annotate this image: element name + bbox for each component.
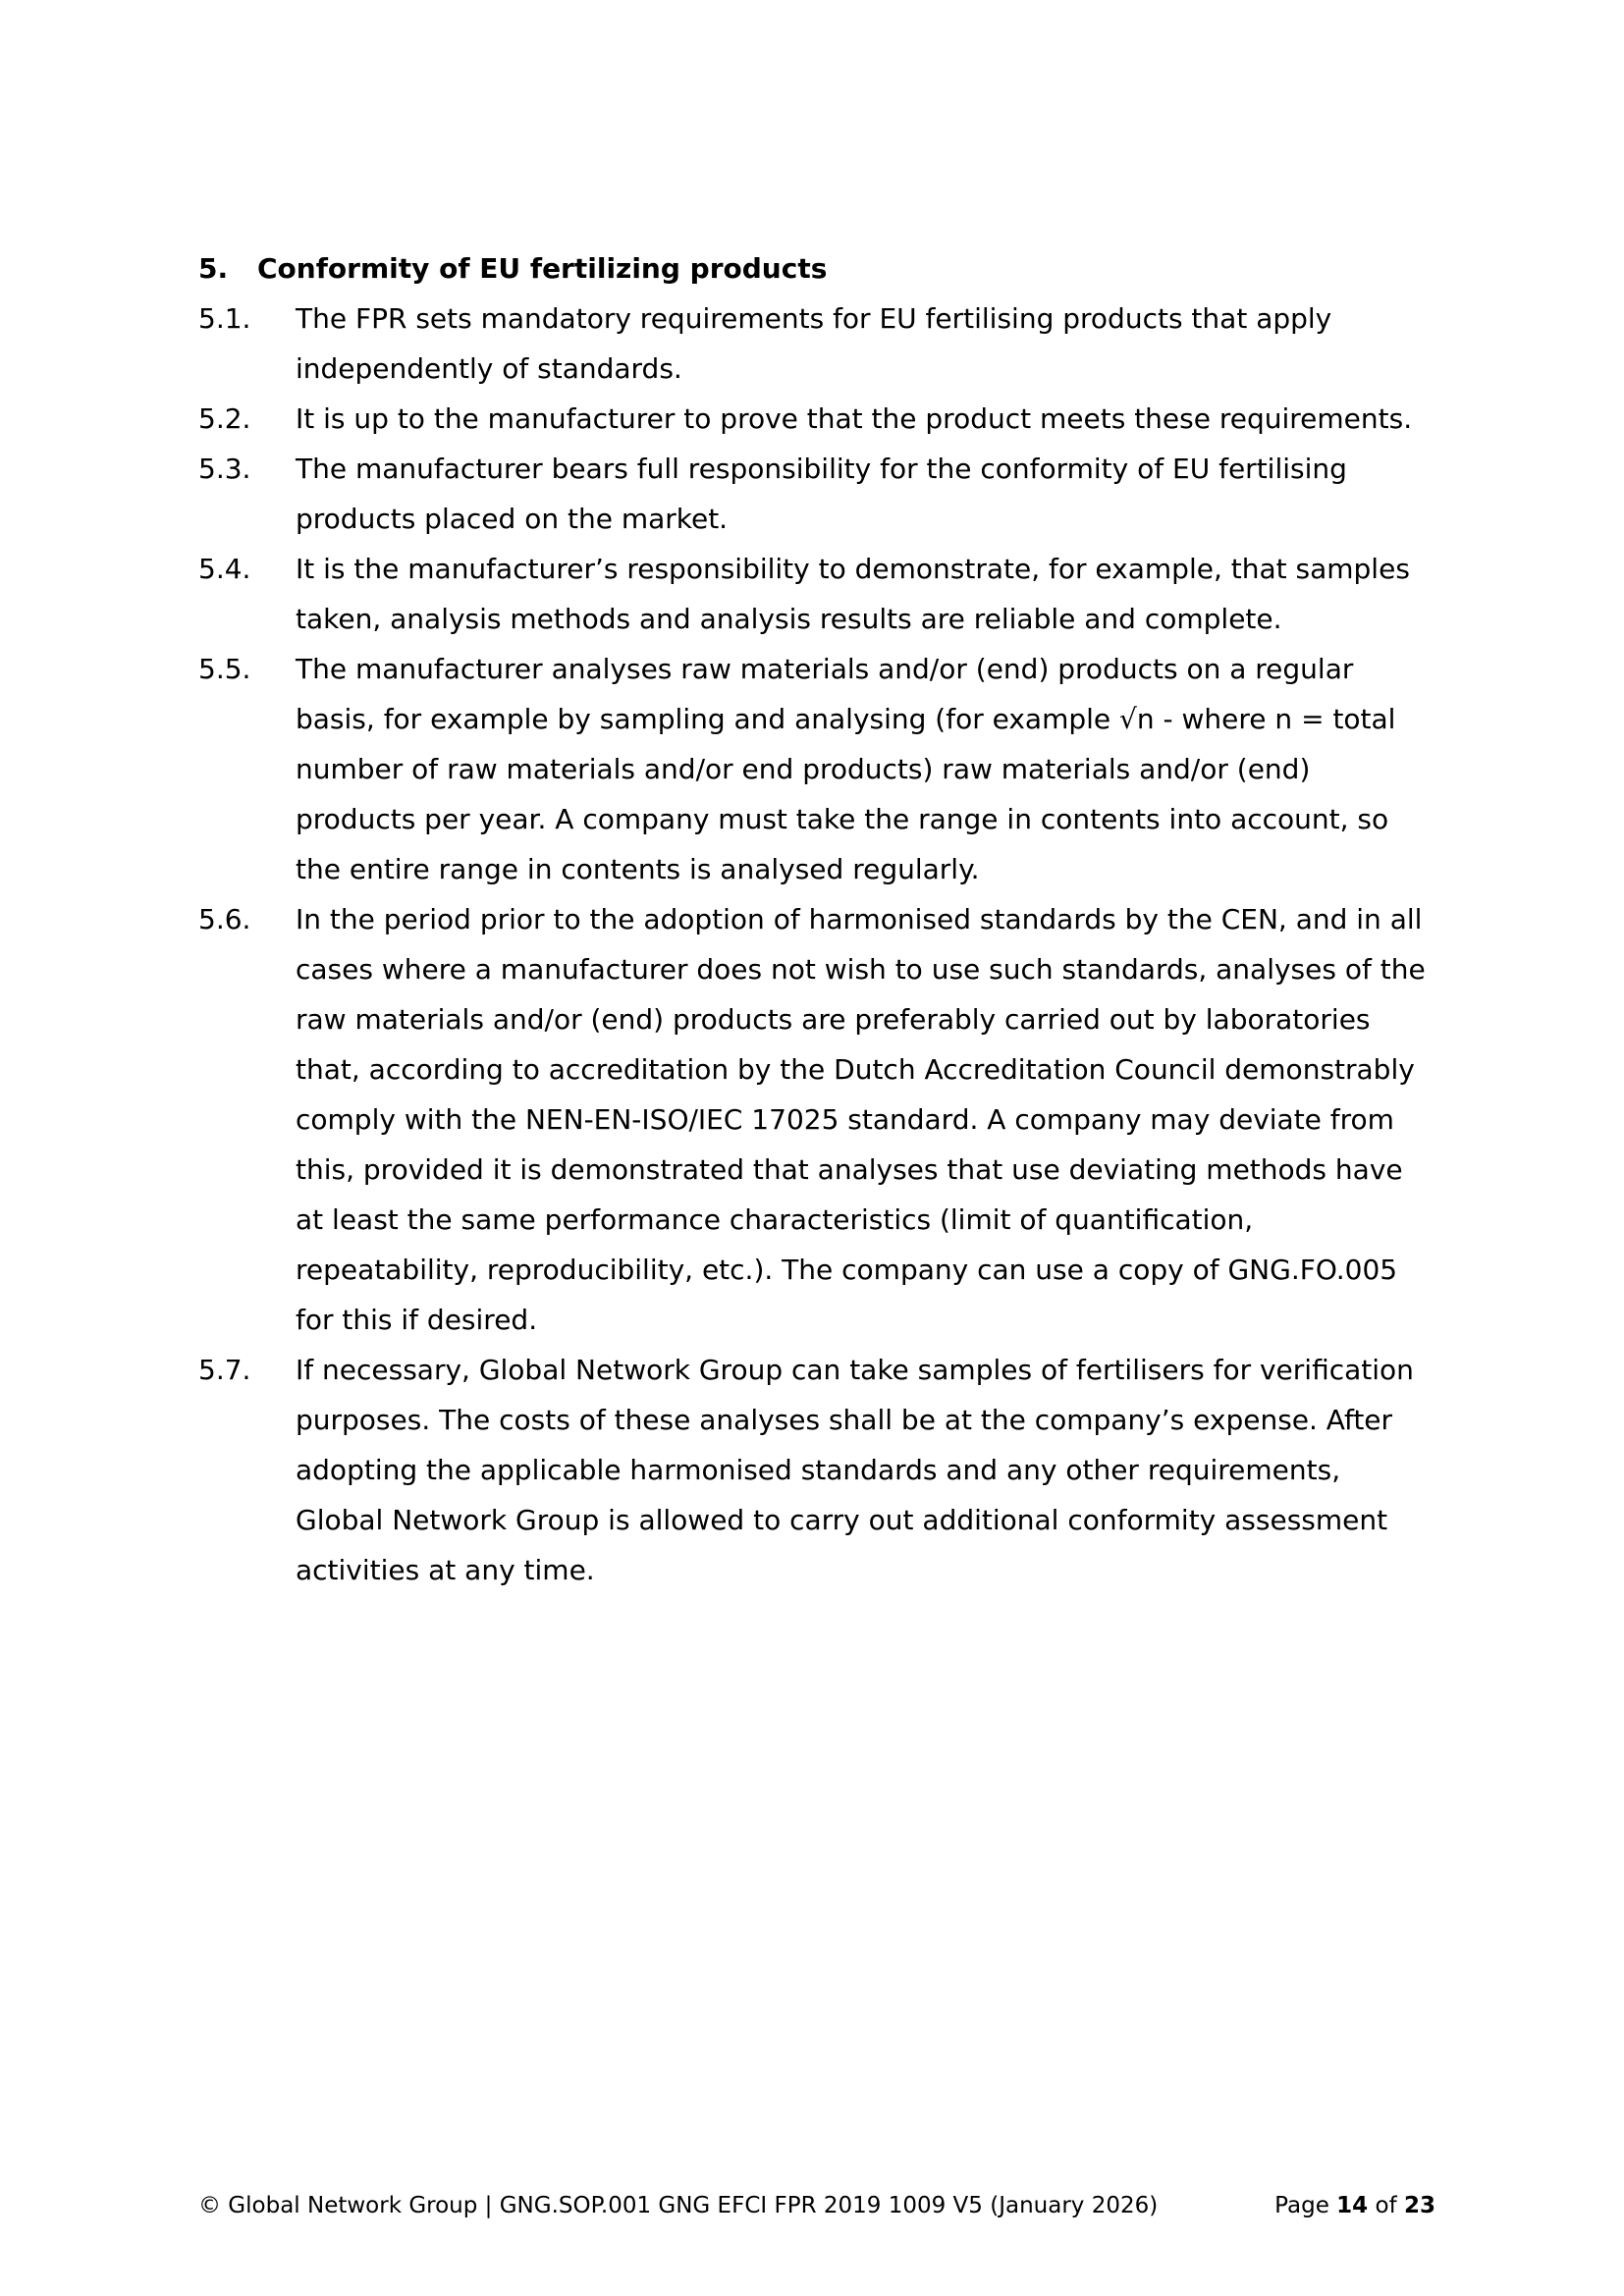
item-text: If necessary, Global Network Group can take samples of fertilisers for verification purposes. The costs of these analyses shall be at the company’s expense. After adopting the applicable harmonised standards and any other requirements, Global Network Group is allowed to carry out additional conformity assessment activities at any time. xyxy=(296,1354,1414,1586)
list-item xyxy=(198,644,1435,894)
list-item xyxy=(198,1345,1435,1595)
item-number: 5.3. xyxy=(198,453,251,485)
section-title: Conformity of EU fertilizing products xyxy=(257,252,828,285)
page-total: 23 xyxy=(1403,2193,1435,2218)
item-number: 5.6. xyxy=(198,903,251,935)
section-number: 5. xyxy=(198,252,229,285)
item-text: The FPR sets mandatory requirements for EU fertilising products that apply independently of standards. xyxy=(296,302,1332,385)
footer-copyright: © Global Network Group | GNG.SOP.001 GNG EFCI FPR 2019 1009 V5 (January 2026) xyxy=(198,2193,1159,2218)
item-number: 5.4. xyxy=(198,553,251,585)
item-number: 5.7. xyxy=(198,1354,251,1386)
list-item xyxy=(198,294,1435,394)
item-text: In the period prior to the adoption of harmonised standards by the CEN, and in all cases where a manufacturer does not wish to use such standards, analyses of the raw materials and/or (end) products are preferably carried out by laboratories that, according to accreditation by the Dutch Accreditation Council demonstrably comply with the NEN-EN-ISO/IEC 17025 standard. A company may deviate from this, provided it is demonstrated that analyses that use deviating methods have at least the same performance characteristics (limit of quantification, repeatability, reproducibility, etc.). The company can use a copy of GNG.FO.005 for this if desired. xyxy=(296,903,1426,1336)
section-heading xyxy=(198,243,1435,294)
item-number: 5.1. xyxy=(198,302,251,335)
section-5 xyxy=(198,243,1435,1595)
page-label: Page xyxy=(1274,2193,1329,2218)
page-footer xyxy=(198,2189,1435,2222)
page-number xyxy=(1274,2189,1435,2222)
list-item xyxy=(198,394,1435,444)
item-text: The manufacturer analyses raw materials and/or (end) products on a regular basis, for example by sampling and analysing (for example √n - where n = total number of raw materials and/or end products) raw materials and/or (end) products per year. A company must take the range in contents into account, so the entire range in contents is analysed regularly. xyxy=(296,653,1396,885)
list-item xyxy=(198,444,1435,544)
item-text: The manufacturer bears full responsibility for the conformity of EU fertilising products placed on the market. xyxy=(296,453,1347,535)
page-current: 14 xyxy=(1336,2193,1369,2218)
item-number: 5.2. xyxy=(198,402,251,435)
item-number: 5.5. xyxy=(198,653,251,685)
item-text: It is up to the manufacturer to prove that the product meets these requirements. xyxy=(296,402,1413,435)
page-of: of xyxy=(1375,2193,1397,2218)
list-item xyxy=(198,894,1435,1345)
list-item xyxy=(198,544,1435,644)
section-items xyxy=(198,294,1435,1595)
item-text: It is the manufacturer’s responsibility to demonstrate, for example, that samples taken, analysis methods and analysis results are reliable and complete. xyxy=(296,553,1410,635)
